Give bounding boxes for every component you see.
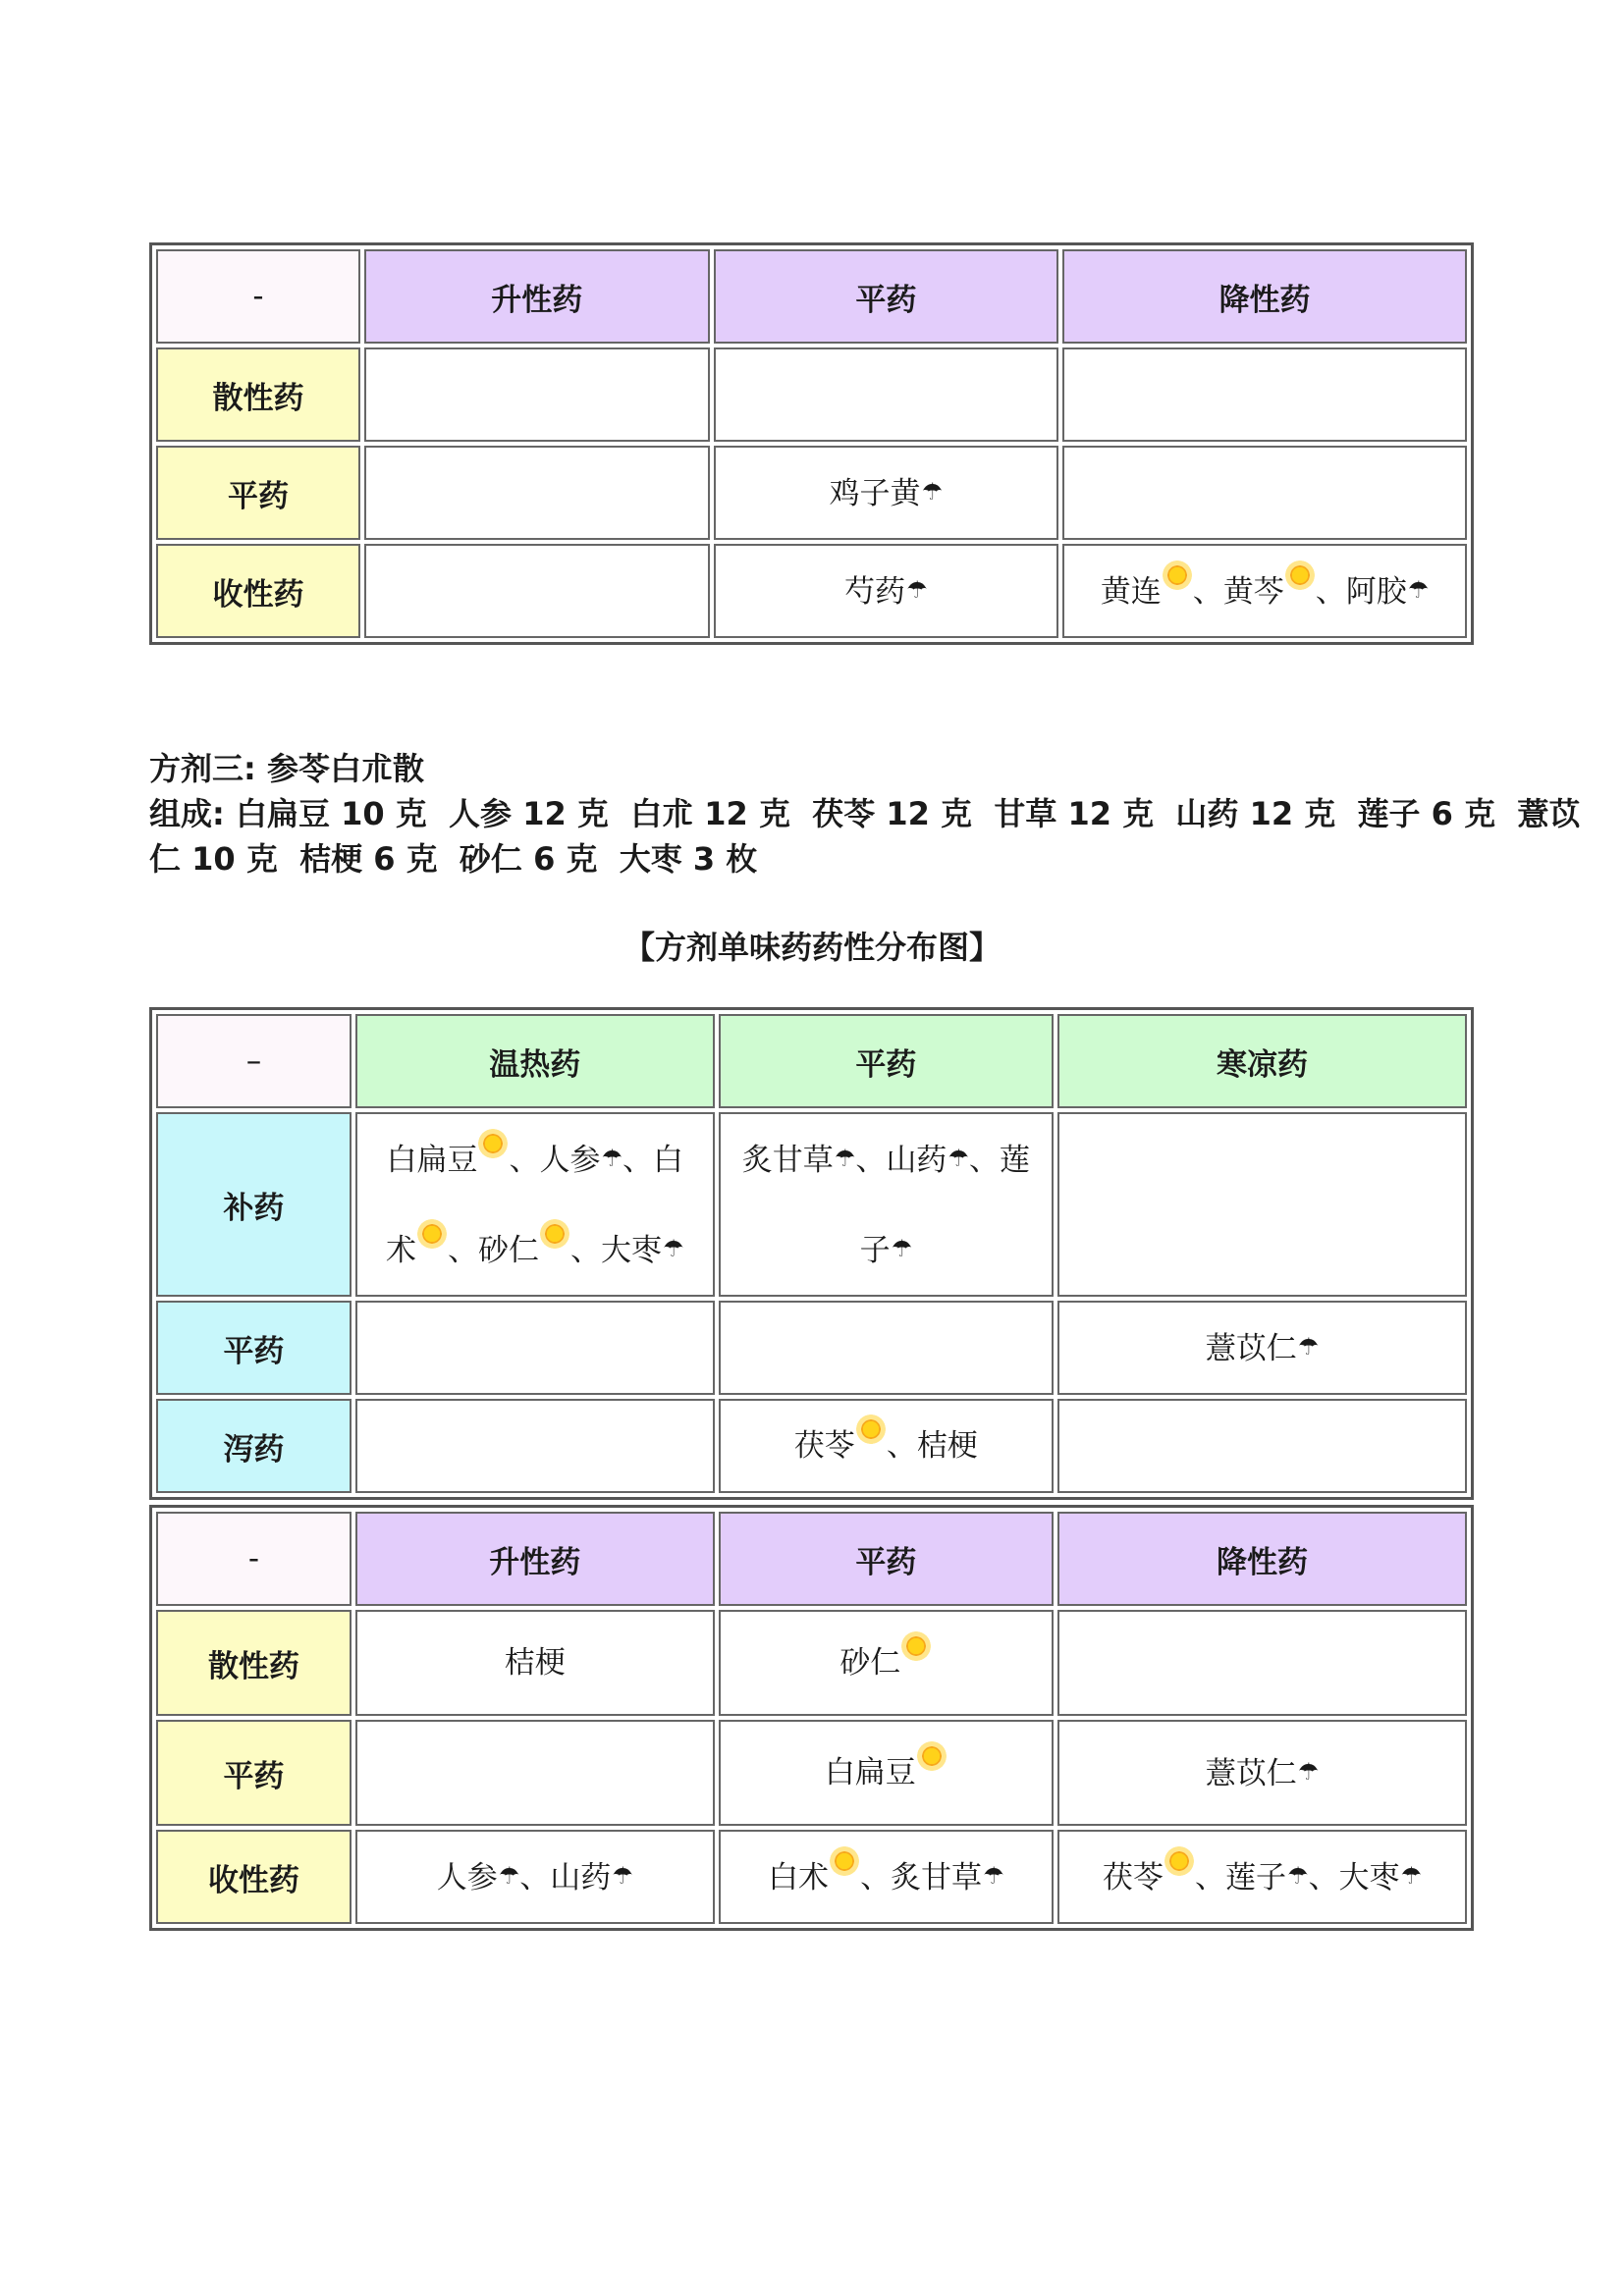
herb-text: 大枣 [600, 1233, 662, 1268]
row-header: 平药 [156, 1301, 352, 1395]
herb-text: 鸡子黄 [829, 476, 921, 511]
table-cell [1062, 446, 1467, 540]
umbrella-icon: ☂ [1297, 1758, 1320, 1786]
sun-icon [540, 1219, 569, 1249]
sun-icon [1285, 561, 1315, 590]
sun-icon [856, 1415, 886, 1444]
table-cell [719, 1720, 1055, 1826]
column-header: 升性药 [355, 1512, 715, 1606]
sun-icon [917, 1741, 947, 1771]
umbrella-icon: ☂ [612, 1862, 633, 1890]
column-header: 温热药 [355, 1014, 715, 1108]
herb-text: 、 [855, 1143, 887, 1178]
herb-text: 、 [447, 1233, 478, 1268]
herb-text: 砂仁 [477, 1233, 539, 1268]
herb-text: 薏苡仁 [1205, 1331, 1297, 1366]
table-cell [1057, 1301, 1467, 1395]
herb-text: 茯苓 [1103, 1860, 1164, 1896]
row-header: 平药 [156, 446, 360, 540]
herb-text: 、 [569, 1233, 601, 1268]
table-row [156, 1830, 1467, 1924]
column-header: 平药 [719, 1512, 1055, 1606]
table-cell [1062, 347, 1467, 442]
table-row [156, 544, 1467, 638]
umbrella-icon: ☂ [1287, 1862, 1309, 1890]
table-cell [355, 1112, 715, 1297]
table-cell [1057, 1830, 1467, 1924]
umbrella-icon: ☂ [834, 1145, 856, 1172]
sun-icon [830, 1846, 859, 1876]
umbrella-icon: ☂ [1400, 1862, 1423, 1890]
corner-cell: - [156, 1512, 352, 1606]
herb-text: 炙甘草 [891, 1860, 983, 1896]
column-header: 升性药 [364, 249, 710, 344]
herb-text: 子 [859, 1233, 891, 1268]
row-header: 散性药 [156, 347, 360, 442]
herb-text: 、 [1315, 574, 1346, 610]
herb-text: 薏苡仁 [1205, 1756, 1297, 1791]
table-cell [355, 1720, 715, 1826]
herb-text: 术 [385, 1233, 416, 1268]
umbrella-icon: ☂ [983, 1862, 1004, 1890]
umbrella-icon: ☂ [498, 1862, 520, 1890]
table-row [156, 1610, 1467, 1716]
table-cell [364, 446, 710, 540]
row-header: 收性药 [156, 544, 360, 638]
row-header: 补药 [156, 1112, 352, 1297]
sun-icon [417, 1219, 447, 1249]
table-cell [1057, 1720, 1467, 1826]
table-cell [355, 1301, 715, 1395]
table-row [156, 1720, 1467, 1826]
table-row [156, 1399, 1467, 1493]
table-cell [1057, 1610, 1467, 1716]
row-header: 散性药 [156, 1610, 352, 1716]
table-cell [719, 1301, 1055, 1395]
table-cell [364, 544, 710, 638]
herb-text: 、 [886, 1428, 917, 1464]
herb-text: 炙甘草 [741, 1143, 834, 1178]
umbrella-icon: ☂ [662, 1235, 684, 1262]
herb-text: 莲子 [1225, 1860, 1287, 1896]
herb-text: 、 [519, 1860, 551, 1896]
property-table-3 [149, 1505, 1474, 1931]
herb-text: 人参 [539, 1143, 601, 1178]
table-row [156, 446, 1467, 540]
table-row [156, 1112, 1467, 1297]
table-cell [719, 1610, 1055, 1716]
herb-text: 茯苓 [793, 1428, 855, 1464]
column-header: 平药 [719, 1014, 1055, 1108]
herb-text: 黄连 [1100, 574, 1162, 610]
sun-icon [478, 1129, 508, 1158]
row-header: 平药 [156, 1720, 352, 1826]
umbrella-icon: ☂ [601, 1145, 623, 1172]
herb-text: 、 [1195, 1860, 1226, 1896]
umbrella-icon: ☂ [921, 478, 944, 506]
herb-text: 山药 [886, 1143, 947, 1178]
table-cell [1057, 1399, 1467, 1493]
herb-text: 芍药 [844, 574, 906, 610]
table-cell [355, 1830, 715, 1924]
herb-text: 山药 [550, 1860, 612, 1896]
table-row [156, 1301, 1467, 1395]
column-header: 降性药 [1057, 1512, 1467, 1606]
sun-icon [1164, 1846, 1194, 1876]
herb-text: 、白 [622, 1143, 683, 1178]
herb-text: 阿胶 [1345, 574, 1407, 610]
sun-icon [1163, 561, 1192, 590]
herb-text: 、莲 [968, 1143, 1030, 1178]
herb-text: 、 [1308, 1860, 1339, 1896]
row-header: 收性药 [156, 1830, 352, 1924]
umbrella-icon: ☂ [1297, 1333, 1320, 1361]
formula-title: 方剂三: 参苓白朮散 [149, 750, 424, 787]
herb-text: 桔梗 [916, 1428, 978, 1464]
column-header: 平药 [714, 249, 1059, 344]
herb-text: 、 [860, 1860, 892, 1896]
table-cell [364, 347, 710, 442]
herb-text: 、 [509, 1143, 540, 1178]
table-cell [714, 347, 1059, 442]
herb-text: 大枣 [1338, 1860, 1400, 1896]
herb-text: 白扁豆 [386, 1143, 478, 1178]
umbrella-icon: ☂ [891, 1235, 913, 1262]
column-header: 寒凉药 [1057, 1014, 1467, 1108]
table-cell [719, 1830, 1055, 1924]
herb-text: 白术 [768, 1860, 830, 1896]
corner-cell: – [156, 1014, 352, 1108]
herb-text: 桔梗 [504, 1645, 566, 1681]
umbrella-icon: ☂ [947, 1145, 969, 1172]
herb-text: 、 [1192, 574, 1223, 610]
table-cell [714, 544, 1059, 638]
table-cell [719, 1399, 1055, 1493]
formula-composition: 组成: 白扁豆 10 克 人参 12 克 白朮 12 克 茯苓 12 克 甘草 12 克 山药 12 克 莲子 6 克 薏苡 [149, 795, 1581, 832]
table-cell [1057, 1112, 1467, 1297]
table-cell [714, 446, 1059, 540]
property-table-2 [149, 1007, 1474, 1500]
property-table-1 [149, 242, 1474, 645]
umbrella-icon: ☂ [1407, 576, 1430, 604]
chart-title: 【方剂单味药药性分布图】 [623, 929, 1001, 966]
corner-cell: - [156, 249, 360, 344]
herb-text: 人参 [436, 1860, 498, 1896]
sun-icon [901, 1631, 931, 1661]
formula-composition-cont: 仁 10 克 桔梗 6 克 砂仁 6 克 大枣 3 枚 [149, 840, 758, 878]
herb-text: 白扁豆 [824, 1755, 916, 1790]
table-cell [355, 1610, 715, 1716]
table-cell [719, 1112, 1055, 1297]
table-cell [1062, 544, 1467, 638]
herb-text: 砂仁 [839, 1645, 901, 1681]
herb-text: 黄芩 [1222, 574, 1284, 610]
umbrella-icon: ☂ [906, 576, 928, 604]
table-cell [355, 1399, 715, 1493]
column-header: 降性药 [1062, 249, 1467, 344]
row-header: 泻药 [156, 1399, 352, 1493]
table-row [156, 347, 1467, 442]
